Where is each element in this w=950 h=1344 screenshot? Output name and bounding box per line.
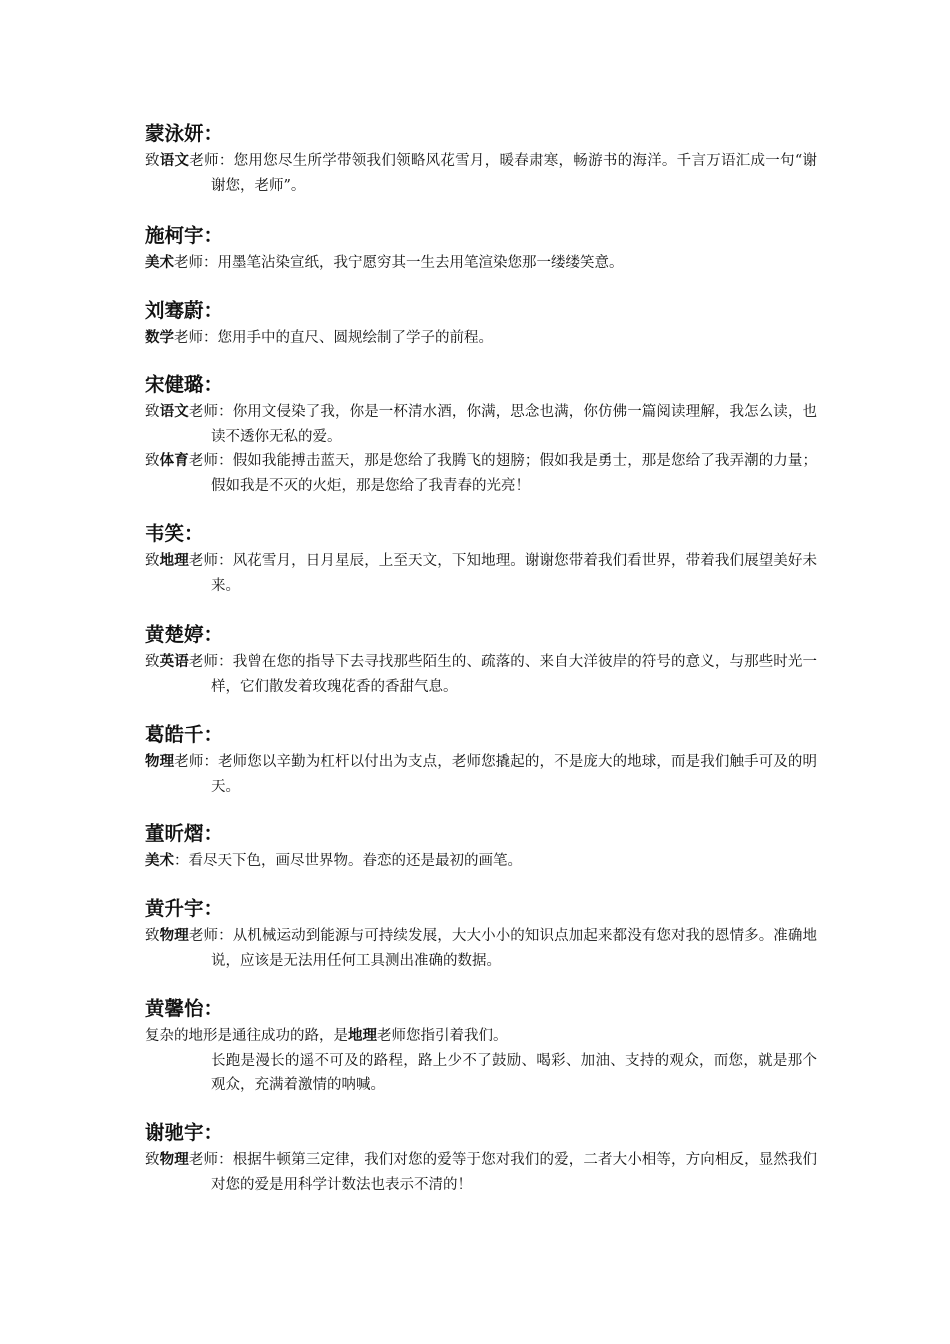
message <box>145 149 817 198</box>
message <box>145 400 817 449</box>
entry <box>145 996 817 1098</box>
message-prefix: 致 <box>145 928 160 944</box>
message-text: 老师：风花雪月，日月星辰，上至天文，下知地理。谢谢您带着我们看世界，带着我们展望美好未来。 <box>188 553 818 594</box>
message-text: 老师：用墨笔沾染宣纸，我宁愿穷其一生去用笔渲染您那一缕缕笑意。 <box>174 255 624 271</box>
subject-label: 地理 <box>159 553 189 569</box>
entry <box>145 372 817 498</box>
message-prefix: 致 <box>145 404 160 420</box>
subject-label: 体育 <box>159 453 189 469</box>
message-prefix: 致 <box>145 553 160 569</box>
message-text: 老师：根据牛顿第三定律，我们对您的爱等于您对我们的爱，二者大小相等，方向相反，显然我们对您的爱是用科学计数法也表示不清的！ <box>188 1152 818 1193</box>
student-name: 施柯宇： <box>145 224 224 247</box>
message <box>145 1148 817 1197</box>
message-text: 老师：我曾在您的指导下去寻找那些陌生的、疏落的、来自大洋彼岸的符号的意义，与那些时光一样，它们散发着玫瑰花香的香甜气息。 <box>188 654 818 695</box>
message <box>145 449 817 498</box>
message-prefix: 致 <box>145 654 160 670</box>
message-text: 老师：假如我能搏击蓝天，那是您给了我腾飞的翅膀；假如我是勇士，那是您给了我弄潮的力量；假如我是不灭的火炬，那是您给了我青春的光亮！ <box>188 453 818 494</box>
subject-label: 英语 <box>159 654 189 670</box>
subject-label: 物理 <box>159 928 189 944</box>
message-prefix: 致 <box>145 1152 160 1168</box>
message-text: 老师：老师您以辛勤为杠杆以付出为支点，老师您撬起的，不是庞大的地球，而是我们触手可及的明天。 <box>174 754 818 795</box>
subject-label: 物理 <box>145 754 175 770</box>
message-text: 老师您指引着我们。 <box>377 1028 508 1044</box>
subject-label: 语文 <box>159 153 190 169</box>
student-name: 刘骞蔚： <box>145 299 224 322</box>
entry <box>145 1120 817 1197</box>
message <box>145 849 817 874</box>
message <box>145 750 817 799</box>
student-name: 谢驰宇： <box>145 1121 224 1144</box>
message <box>145 1024 817 1049</box>
message-text: ：看尽天下色，画尽世界物。眷恋的还是最初的画笔。 <box>174 853 522 869</box>
message-text: 老师：您用您尽生所学带领我们领略风花雪月，暖春肃寒，畅游书的海洋。千言万语汇成一句“谢谢您，老师”。 <box>189 153 818 194</box>
message <box>145 549 817 598</box>
entry <box>145 622 817 699</box>
subject-label: 数学 <box>145 330 174 346</box>
entry <box>145 521 817 598</box>
student-name: 葛皓千： <box>145 723 224 746</box>
student-name: 黄升宇： <box>145 897 224 920</box>
entry <box>145 121 817 198</box>
student-name: 黄馨怡： <box>145 997 224 1020</box>
subject-label: 语文 <box>159 404 189 420</box>
subject-label: 地理 <box>348 1028 377 1044</box>
entry <box>145 223 817 276</box>
entry <box>145 722 817 799</box>
student-name: 黄楚婷： <box>145 623 224 646</box>
message-prefix: 致 <box>145 453 160 469</box>
entry <box>145 821 817 874</box>
message <box>145 251 817 276</box>
message-text: 老师：从机械运动到能源与可持续发展，大大小小的知识点加起来都没有您对我的恩情多。准确地说，应该是无法用任何工具测出准确的数据。 <box>188 928 818 969</box>
message-prefix: 致 <box>145 153 160 169</box>
message <box>145 650 817 699</box>
message <box>145 1049 817 1098</box>
student-name: 韦笑： <box>145 522 204 545</box>
subject-label: 美术 <box>145 255 174 271</box>
subject-label: 物理 <box>159 1152 189 1168</box>
message-text: 老师：你用文侵染了我，你是一杯清水酒，你满，思念也满，你仿佛一篇阅读理解，我怎么读，也读不透你无私的爱。 <box>188 404 818 445</box>
subject-label: 美术 <box>145 853 174 869</box>
message <box>145 326 817 351</box>
message-text: 老师：您用手中的直尺、圆规绘制了学子的前程。 <box>174 330 493 346</box>
student-name: 宋健璐： <box>145 373 224 396</box>
student-name: 董昕熠： <box>145 822 224 845</box>
entry <box>145 298 817 351</box>
student-name: 蒙泳妍： <box>145 122 224 145</box>
message-prefix: 长跑是漫长的遥不可及的路程，路上少不了鼓励、喝彩、加油、支持的观众，而您，就是那个观众，充满着激情的呐喊。 <box>211 1052 817 1093</box>
message-prefix: 复杂的地形是通往成功的路，是 <box>145 1028 348 1044</box>
entry <box>145 896 817 973</box>
message <box>145 924 817 973</box>
